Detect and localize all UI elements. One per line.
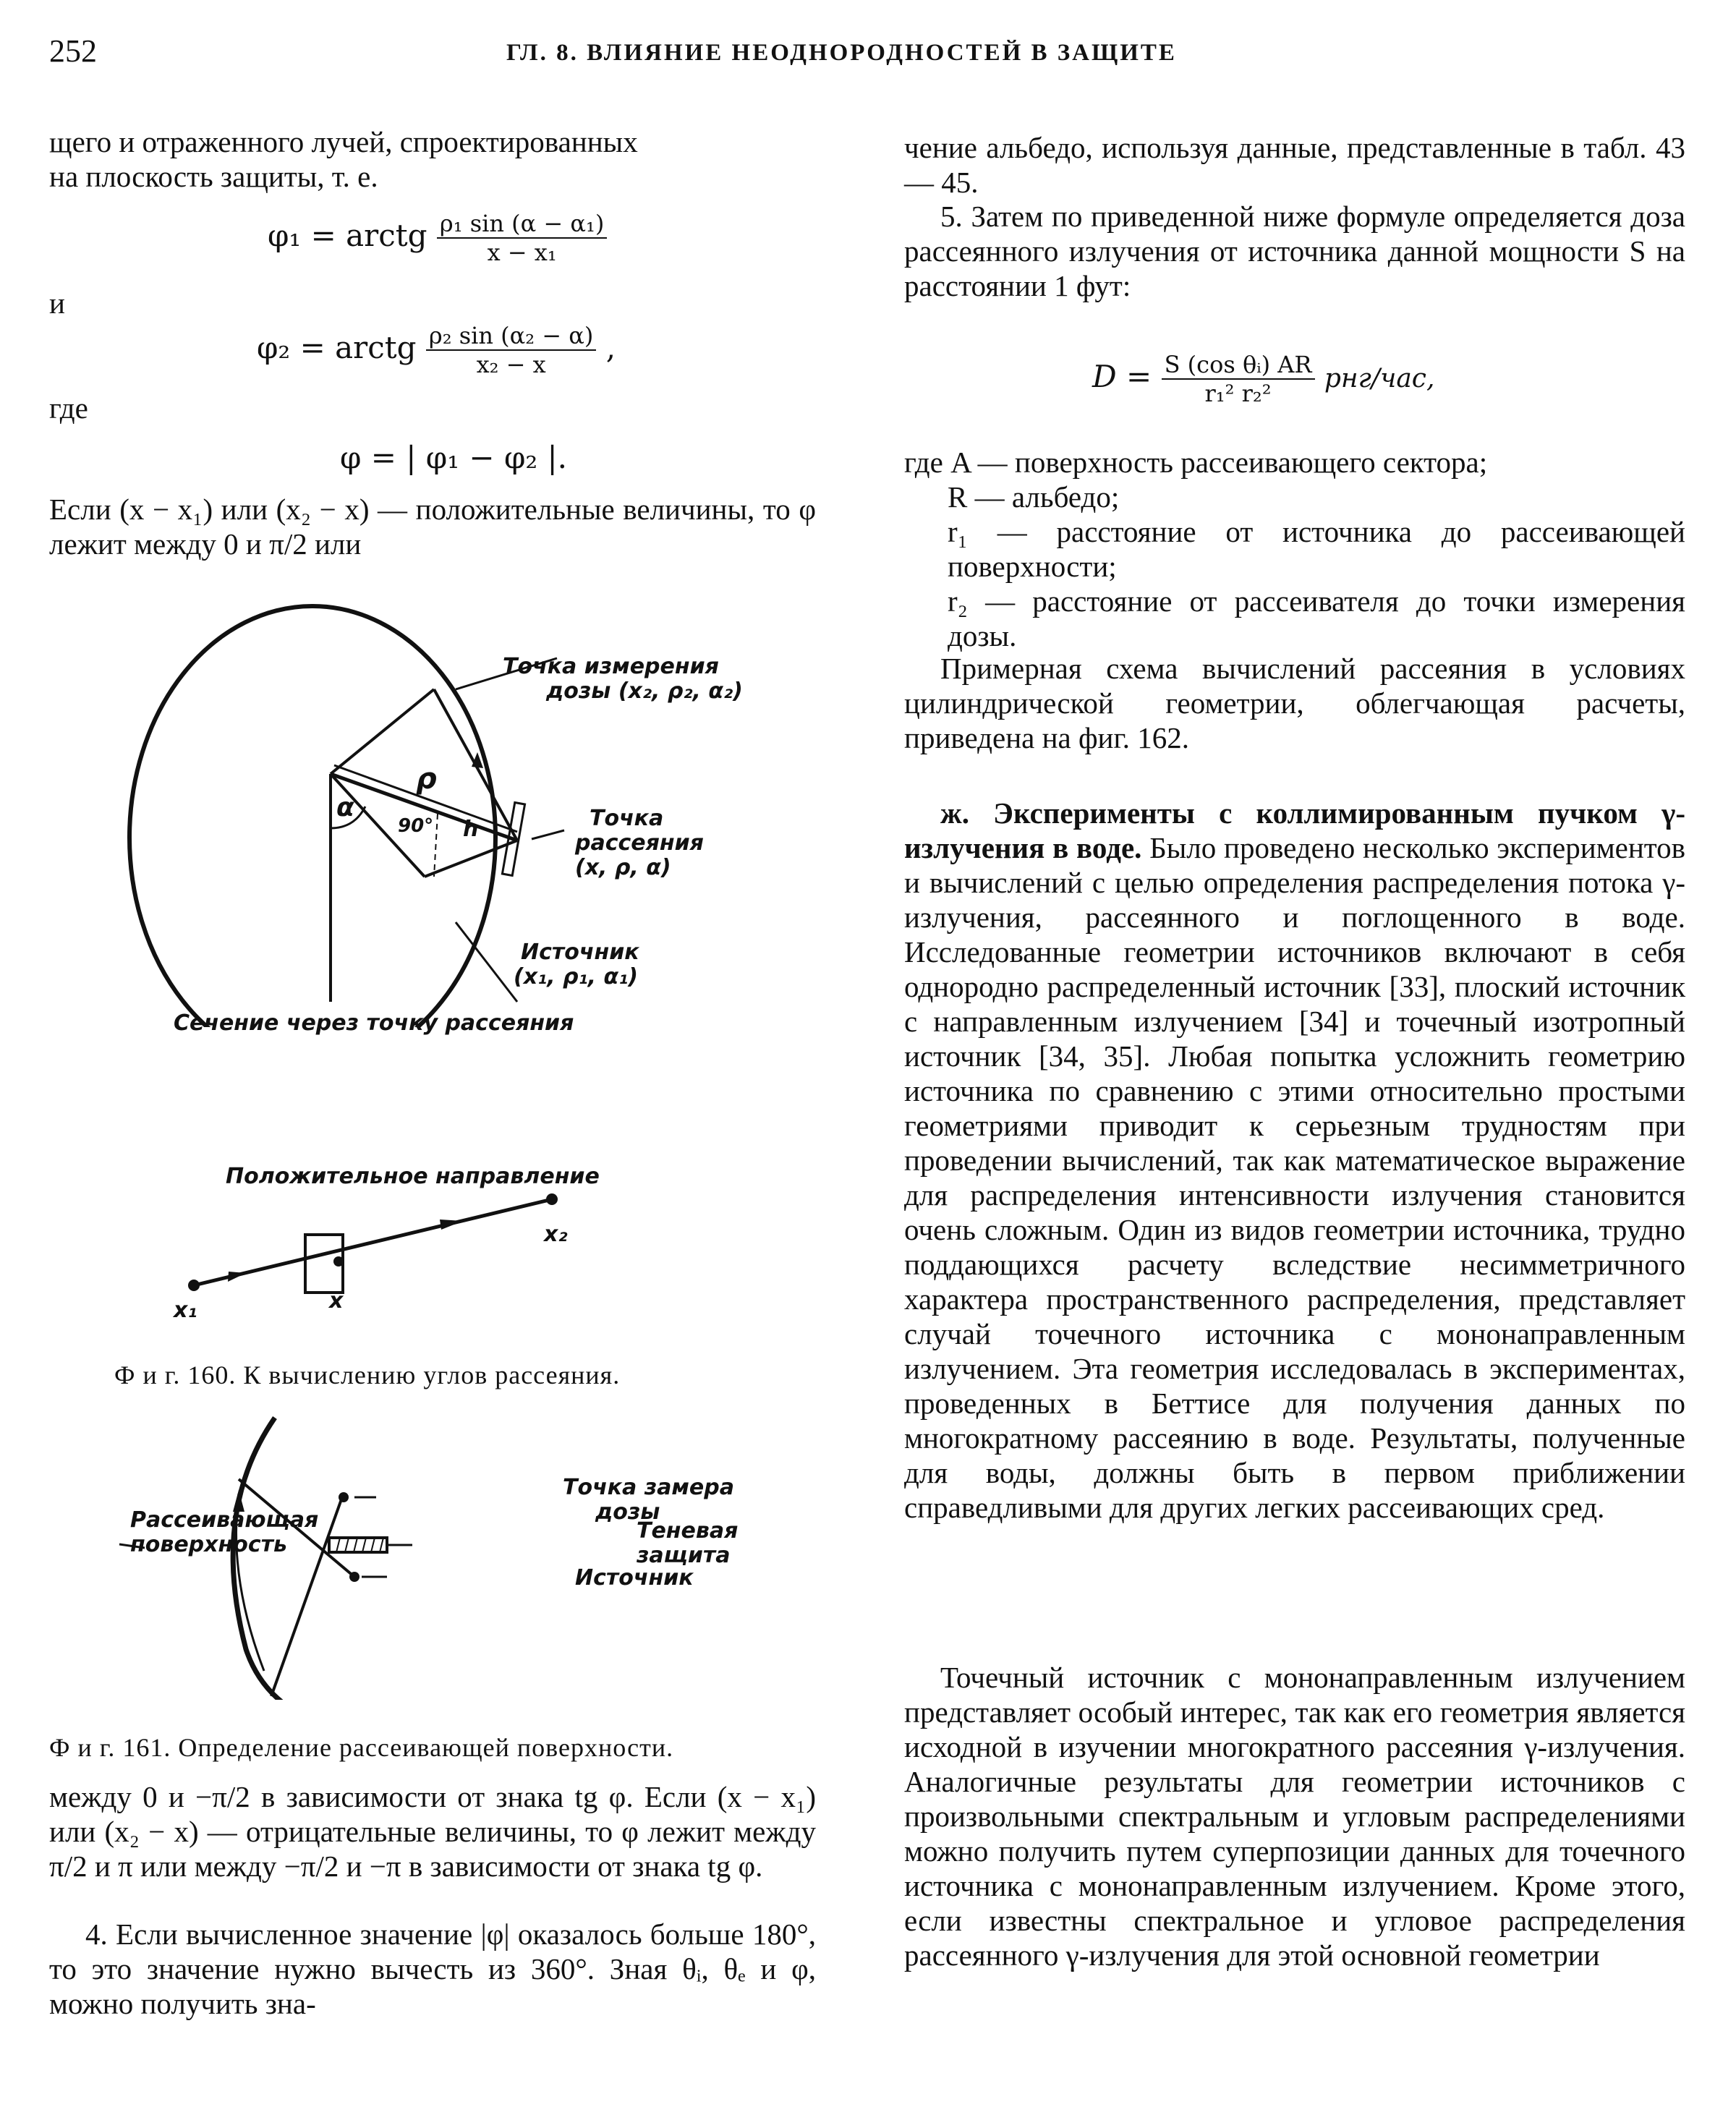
- label-shadow-shield: Теневая защита: [637, 1518, 739, 1568]
- figure-subtitle: Сечение через точку рассеяния: [174, 1010, 574, 1036]
- label-scatter-point: Точка рассеяния (x, ρ, α): [575, 806, 704, 880]
- def-r1: r₁ — расстояние от источника до рассеивающей поверхности;: [948, 515, 1685, 583]
- formula-dose: D = $\frac{\text{S (cos θᵢ) AR}}{\text{r₁² r₂²}}$ рнг/час,: [1092, 351, 1435, 407]
- label-source-161: Источник: [575, 1565, 694, 1591]
- formula-phi2: φ₂ = arctg $\frac{\text{ρ₂ sin (α₂ − α)}}{\text{x₂ − x}}$ ,: [257, 322, 616, 378]
- para-positive: Если (x − x₁) или (x₂ − x) — положительные величины, то φ лежит между 0 и π/2 или: [49, 493, 816, 561]
- symbol-rho: ρ: [416, 762, 437, 796]
- para-step-4: 4. Если вычисленное значение |φ| оказалось больше 180°, то это значение нужно вычесть из 360°. Зная θᵢ, θₑ и φ, можно получить зна-: [49, 1917, 816, 2020]
- figure-161-caption: Ф и г. 161. Определение рассеивающей поверхности.: [49, 1733, 674, 1762]
- intro-line-2: на плоскость защиты, т. е.: [49, 160, 378, 193]
- label-scattering-surface: Рассеивающая поверхность: [130, 1507, 319, 1557]
- section-g: [904, 796, 1685, 1525]
- def-R: R — альбедо;: [948, 480, 1120, 514]
- def-A: где A — поверхность рассеивающего сектора;: [904, 446, 1488, 479]
- def-r2: r₂ — расстояние от рассеивателя до точки измерения дозы.: [948, 584, 1685, 652]
- page-number: 252: [49, 33, 97, 69]
- definitions: [904, 445, 1685, 653]
- para-scheme: Примерная схема вычислений рассеяния в условиях цилиндрической геометрии, облегчающая расчеты, приведена на фиг. 162.: [904, 652, 1685, 754]
- symbol-alpha: α: [336, 793, 354, 822]
- where-word: где: [49, 391, 88, 425]
- label-source: Источник (x₁, ρ₁, α₁): [514, 940, 639, 989]
- x1-label: x₁: [174, 1298, 197, 1323]
- para-albedo: чение альбедо, используя данные, представленные в табл. 43 — 45.: [904, 131, 1685, 199]
- figure-160-caption: Ф и г. 160. К вычислению углов рассеяния.: [114, 1361, 621, 1389]
- para-point-source: Точечный источник с мононаправленным излучением представляет особый интерес, так как его геометрия является исходной в изучении многократного рассеяния γ-излучения. Аналогичные результаты для геометрии источников с произвольными спектральным и угловым распределениями можно получить путем суперпозиции данных для точечного источника с мононаправленным излучением. Кроме этого, если известны спектральное и угловое распределения рассеянного γ-излучения для этой основной геометрии: [904, 1661, 1685, 1972]
- figure-160-diagram: [0, 1193, 868, 1338]
- and-word: и: [49, 286, 65, 320]
- intro-line-1: щего и отраженного лучей, спроектированных: [49, 125, 638, 158]
- x-label: x: [329, 1288, 344, 1314]
- running-title: ГЛ. 8. ВЛИЯНИЕ НЕОДНОРОДНОСТЕЙ В ЗАЩИТЕ: [506, 40, 1177, 66]
- left-intro: [49, 124, 816, 194]
- symbol-h: h: [463, 817, 479, 842]
- para-step-5: 5. Затем по приведенной ниже формуле определяется доза рассеянного излучения от источника данной мощности S на расстоянии 1 фут:: [904, 200, 1685, 302]
- symbol-90: 90°: [398, 815, 434, 837]
- para-continue: между 0 и −π/2 в зависимости от знака tg φ. Если (x − x₁) или (x₂ − x) — отрицательные величины, то φ лежит между π/2 и π или между −π/2 и −π в зависимости от знака tg φ.: [49, 1780, 816, 1883]
- formula-phi1: φ₁ = arctg $\frac{\text{ρ₁ sin (α − α₁)}}{\text{x − x₁}}$: [268, 210, 607, 266]
- label-dose-point: Точка измерения дозы (x₂, ρ₂, α₂): [503, 654, 743, 704]
- formula-phi: φ = | φ₁ − φ₂ |.: [340, 440, 568, 475]
- direction-label: Положительное направление: [226, 1164, 600, 1189]
- section-body: Было проведено несколько экспериментов и вычислений с целью определения распределения потока γ-излучения, рассеянного и поглощенного в воде. Исследованные геометрии источников включают в себя однородно распределенный источник [33], плоский источник с направленным излучением [34] и точечный изотропный источник [34, 35]. Любая попытка усложнить геометрию источника по сравнению с этими относительно простыми геометриями приводит к серьезным трудностям при проведении вычислений, так как математическое выражение для распределения интенсивности излучения становится очень сложным. Один из видов геометрии источника, трудно поддающихся расчету вследствие несимметричного характера пространственного распределения, представляет случай точечного источника с мононаправленным излучением. Эта геометрия исследовалась в экспериментах, проведенных в Беттисе для получения данных по многократному рассеянию в воде. Результаты, полученные для воды, должны быть в первом приближении справедливыми для других легких рассеивающих сред.: [904, 831, 1686, 1524]
- label-dose-measure: Точка замера дозы: [563, 1475, 734, 1525]
- x2-label: x₂: [544, 1222, 568, 1247]
- section-heading: ж. Эксперименты с коллимированным пучком γ-излучения в воде.: [904, 796, 1685, 864]
